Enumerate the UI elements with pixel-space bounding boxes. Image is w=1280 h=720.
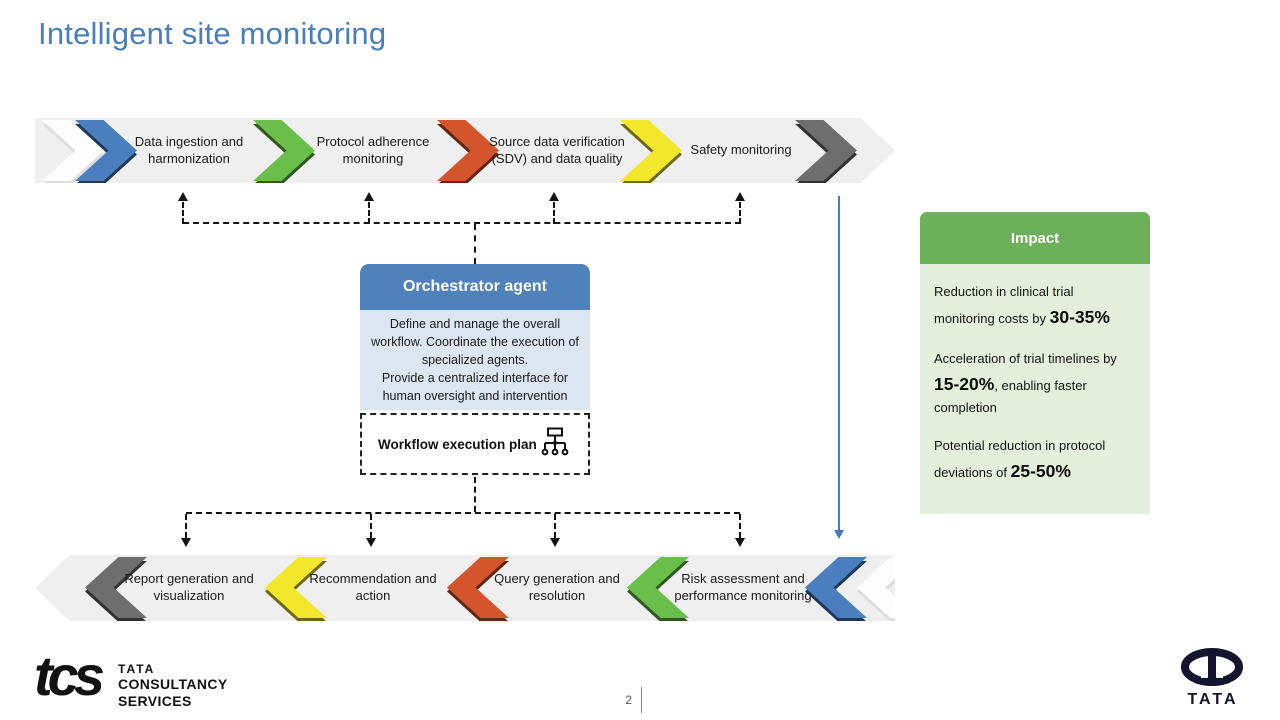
impact-item-value: 25-50%: [1010, 461, 1071, 482]
impact-item-text: , enabling faster completion: [934, 377, 1087, 415]
top-connector-stub: [368, 202, 370, 224]
top-connector-line: [183, 222, 741, 224]
tcs-wordmark-line: TATA: [118, 662, 156, 676]
tcs-wordmark-line: CONSULTANCY: [118, 676, 228, 692]
top-connector-stub: [739, 202, 741, 224]
page-number: 2: [625, 693, 632, 707]
bottom-connector-stub: [554, 514, 556, 538]
arrow-up-icon: [178, 192, 188, 201]
arrow-down-icon: [366, 538, 376, 547]
workflow-execution-plan-box: [360, 413, 590, 475]
bottom-band-item-label: Query generation and resolution: [494, 571, 620, 603]
impact-item-text: Potential reduction in protocol deviations of: [934, 438, 1106, 481]
top-connector-stub: [182, 202, 184, 224]
orchestrator-description: [360, 310, 590, 410]
tcs-wordmark-line: SERVICES: [118, 692, 192, 709]
bottom-band-item-label: Recommendation and action: [309, 571, 437, 603]
top-band-item-label: Source data verification (SDV) and data quality: [489, 133, 625, 166]
page-title: Intelligent site monitoring: [38, 16, 387, 51]
impact-item-text: Reduction in clinical trial monitoring costs by: [934, 284, 1074, 326]
impact-item: [934, 349, 1136, 419]
arrow-up-icon: [364, 192, 374, 201]
impact-item-value: 30-35%: [1049, 306, 1110, 327]
tata-logo-text: TATA: [1187, 691, 1239, 708]
bottom-band-item-label: Report generation and visualization: [124, 571, 254, 603]
bottom-connector-stub: [370, 514, 372, 538]
impact-item: [934, 282, 1136, 331]
tcs-logo: tcs: [34, 644, 100, 707]
top-band-item-label: Safety monitoring: [690, 142, 792, 158]
orchestrator-header: [360, 264, 590, 310]
org-chart-icon: [538, 427, 572, 462]
top-connector-stub: [553, 202, 555, 224]
top-band-item-label: Data ingestion and harmonization: [134, 133, 244, 166]
orchestrator-bottom-stub: [474, 477, 476, 512]
orchestrator-title: Orchestrator agent: [402, 278, 548, 295]
arrow-down-icon: [550, 538, 560, 547]
impact-item-value: 15-20%: [934, 373, 995, 394]
arrow-up-icon: [735, 192, 745, 201]
orchestrator-description-line2: Provide a centralized interface for human oversight and intervention: [381, 371, 569, 404]
feedback-flow-line: [838, 196, 840, 532]
workflow-plan-label: Workflow execution plan: [378, 436, 537, 452]
bottom-connector-stub: [185, 514, 187, 538]
orchestrator-description-line1: Define and manage the overall workflow. Coordinate the execution of specialized agents.: [371, 316, 579, 367]
impact-body: [920, 264, 1150, 514]
chevron-icon: [857, 557, 919, 618]
orchestrator-top-stub: [474, 224, 476, 264]
arrow-down-icon: [735, 538, 745, 547]
bottom-connector-line: [186, 512, 740, 514]
impact-title: Impact: [1010, 229, 1060, 247]
tcs-wordmark: [118, 662, 228, 710]
arrow-down-icon: [181, 538, 191, 547]
arrow-up-icon: [549, 192, 559, 201]
arrow-down-icon: [834, 530, 844, 539]
footer-divider: [641, 687, 642, 713]
impact-header: [920, 212, 1150, 264]
impact-item-text: Acceleration of trial timelines by: [934, 350, 1117, 366]
tata-logo-icon: [1181, 648, 1243, 695]
bottom-band-item-label: Risk assessment and performance monitoring: [674, 571, 812, 603]
top-band-item-label: Protocol adherence monitoring: [316, 133, 430, 166]
bottom-connector-stub: [739, 514, 741, 538]
impact-item: [934, 436, 1136, 485]
